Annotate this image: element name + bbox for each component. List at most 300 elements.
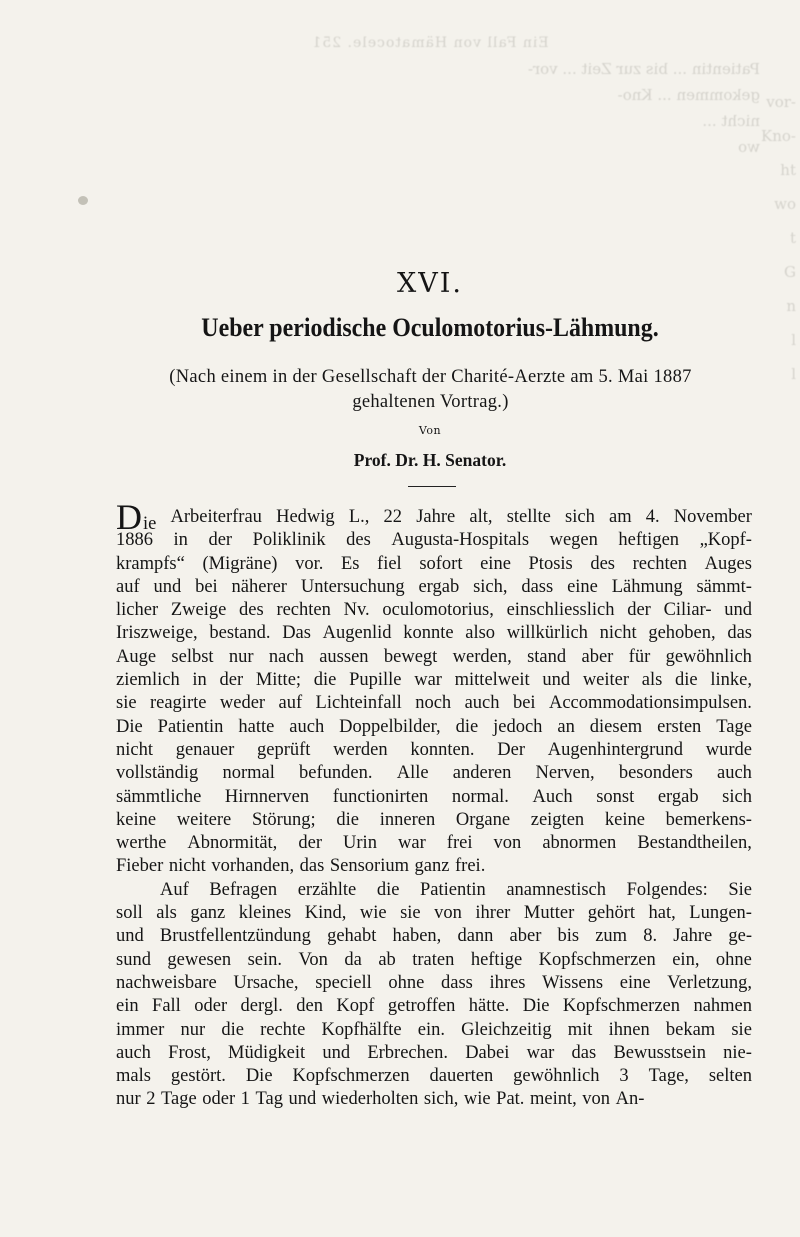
body-word: nur [116,1089,141,1110]
body-word: Befragen [209,879,278,900]
body-word: eine [567,576,598,597]
body-word: selten [708,1066,752,1087]
body-word: Fieber [116,856,164,877]
body-word: sich, [423,1089,459,1110]
body-word: von [582,1089,611,1110]
body-word: nur [180,1019,206,1040]
body-word: mit [567,1019,593,1040]
body-word: ergab [418,576,460,597]
body-word: functionirten [332,786,429,807]
body-word: aber [581,646,614,667]
body-word: inneren [379,809,436,830]
body-line [116,497,752,537]
body-word: getroffen [387,996,456,1017]
body-word: Die [245,1066,273,1087]
body-word: kleines [238,903,292,924]
body-word: gewesen [167,949,232,970]
body-word: normal [222,763,275,784]
body-word: Alle [396,763,429,784]
body-word: ziemlich [116,670,180,691]
body-line [116,599,752,622]
body-word: keine [604,809,645,830]
body-word: sich, [473,576,508,597]
body-word: Organe [455,809,511,830]
body-word: des [590,553,616,574]
body-word: Kopfschmerzen [538,949,656,970]
body-word: der [219,670,244,691]
body-word: wurde [705,739,752,760]
body-word: „Kopf- [699,530,752,551]
body-word: soll [116,903,143,924]
body-word: noch [415,693,452,714]
body-word: auch [464,693,500,714]
body-word: zeigten [530,809,585,830]
body-word: alt, [469,507,493,527]
body-word: Folgendes: [626,879,708,900]
body-line [116,949,752,972]
body-word: zum [595,926,628,947]
body-word: an [557,716,575,737]
body-word: Frost, [168,1042,211,1063]
body-word: Accommodationsimpulsen. [548,693,752,714]
body-word: Das [282,623,311,644]
body-word: nicht [168,856,206,877]
body-word: weitere [176,809,232,830]
body-word: diesem [589,716,643,737]
body-word: oder [202,1089,236,1110]
body-word: aussen [319,646,369,667]
body-word: reagirte [149,693,207,714]
body-word: die [336,809,359,830]
body-word: fiel [377,553,402,574]
body-word: weder [219,693,266,714]
body-line [116,529,752,552]
byline-prefix: Von [418,424,442,437]
body-word: der [208,530,233,551]
body-word: in [192,670,207,691]
body-word: gewöhnlich [513,1066,600,1087]
body-word: dergl. [240,996,283,1017]
body-word: Es [340,553,360,574]
body-word: wegen [549,530,598,551]
bleed-through-margin-word: ht [780,161,796,179]
body-word: ab [378,949,396,970]
body-word: von [434,903,462,924]
body-word: immer [116,1019,165,1040]
body-word: hatte [238,716,275,737]
body-word: sämmtliche [116,786,202,807]
body-word: befunden. [299,763,373,784]
body-word: konnten. [410,739,475,760]
body-word: Dabei [465,1042,510,1063]
body-word: Auf [160,879,189,900]
body-line [116,902,752,925]
body-word: sie [116,693,137,714]
body-line [116,762,752,785]
body-word: Urin [343,833,377,854]
body-word: Ursache, [233,972,299,993]
body-word: des [239,600,264,621]
body-word: hätte. [468,996,510,1017]
body-line [116,553,752,576]
body-word: sonst [596,786,635,807]
paper-speck [78,196,88,205]
body-word: der [298,833,322,854]
body-word: war [526,1042,555,1063]
body-word: sofort [419,553,463,574]
body-word: ganz [190,903,226,924]
body-word: ihres [489,972,526,993]
drop-cap: D [116,497,142,537]
body-word: und [724,600,752,621]
body-word: normal. [451,786,509,807]
body-word: Zweige [170,600,227,621]
body-word: Die [116,497,157,537]
body-word: Hedwig [276,507,335,527]
body-word: nicht [599,623,637,644]
body-word: licher [116,600,159,621]
body-word: des [346,530,371,551]
body-line [116,1019,752,1042]
body-line [116,646,752,669]
body-word: genauer [175,739,235,760]
body-word: eine [480,553,511,574]
bleed-through-text [100,30,760,160]
body-word: nach [268,646,304,667]
body-word: heftige [470,949,523,970]
body-word: als [641,670,663,691]
body-word: wie [359,903,387,924]
body-word: dass [441,972,473,993]
body-word: das [571,1042,597,1063]
body-word: Augusta-Hospitals [391,530,530,551]
body-word: Der [497,739,525,760]
subtitle-line: gehaltenen Vortrag.) [352,392,509,412]
bleed-through-line: wo [738,138,760,156]
body-word: Sensorium [329,856,409,877]
body-word: Tage, [648,1066,689,1087]
body-word: sämmt- [696,576,752,597]
body-word: bis [557,926,580,947]
body-word: heftigen [618,530,680,551]
body-word: Hirnnerven [224,786,310,807]
bleed-through-line: gekommen ... Kno- [617,86,760,104]
body-word: Jahre [416,507,456,527]
body-word: auf [278,693,303,714]
body-word: Nv. [343,600,370,621]
body-word: anderen [452,763,512,784]
body-word: Kopfschmerzen [562,996,681,1017]
body-line [116,692,752,715]
body-word: anamnestisch [506,879,606,900]
subtitle-line: (Nach einem in der Gesellschaft der Charité-Aerzte am 5. Mai 1887 [169,367,692,387]
body-word: Lungen- [689,903,752,924]
body-word: bestand. [209,623,271,644]
body-word: auch [717,763,752,784]
body-word: stand [527,646,567,667]
body-word: dass [521,576,554,597]
body-word: Arbeiterfrau [170,507,262,527]
body-word: ihrer [475,903,511,924]
body-word: aber [509,926,542,947]
body-word: ganz [414,856,450,877]
article-subtitle [118,365,743,415]
body-word: also [465,623,496,644]
body-word: oculomotorius, [382,600,494,621]
body-line [116,879,752,902]
body-word: der [627,600,651,621]
body-word: auch [116,1042,151,1063]
body-word: Patientin [157,716,224,737]
body-word: gehabt [327,926,377,947]
body-word: einschliesslich [506,600,615,621]
body-word: Jahre [673,926,713,947]
bleed-through-line: Patientin ... bis zur Zeit ... vor- [527,60,760,78]
body-word: Kopfschmerzen [292,1066,410,1087]
body-word: ihnen [608,1019,650,1040]
body-word: nachweisbare [116,972,217,993]
body-word: hat, [648,903,676,924]
body-word: und [322,1042,351,1063]
body-word: linke, [710,670,752,691]
body-word: haben, [392,926,442,947]
body-word: am [609,507,632,527]
body-word: Gleichzeitig [461,1019,552,1040]
body-word: ohne [715,949,752,970]
body-word: (Migräne) [202,553,278,574]
bleed-through-margin [746,85,796,391]
body-word: nahmen [693,996,752,1017]
body-word: auf [116,576,140,597]
body-word: und [542,670,571,691]
body-word: Brustfellentzündung [159,926,311,947]
body-line [116,855,752,878]
body-word: Tag [255,1089,283,1110]
bleed-through-margin-word: l [791,365,796,383]
body-word: geprüft [256,739,311,760]
body-word: da [344,949,362,970]
body-word: frei. [455,856,486,877]
body-word: Wissens [542,972,604,993]
body-word: ein [116,996,139,1017]
body-word: Fall [152,996,181,1017]
body-word: nur [228,646,254,667]
body-word: sund [116,949,151,970]
body-line [116,669,752,692]
body-word: das [299,856,325,877]
body-word: ersten [657,716,702,737]
body-word: frei [446,833,473,854]
body-word: willkürlich [506,623,588,644]
body-word: Augenlid [322,623,392,644]
body-word: gestört. [170,1066,226,1087]
body-word: besonders [618,763,693,784]
body-word: war [414,670,442,691]
body-word: für [628,646,651,667]
body-word: gehoben, [648,623,716,644]
body-word: Verletzung, [667,972,752,993]
body-word: Untersuchung [300,576,405,597]
body-word: Die [522,996,550,1017]
body-word: keine [116,809,157,830]
body-word: und [153,576,182,597]
body-word: dann [457,926,494,947]
body-word: sie [400,903,421,924]
body-word: November [673,507,752,527]
body-word: Tage [716,716,752,737]
body-word: 1886 [116,530,153,551]
body-word: ergab [657,786,699,807]
body-word: werthe [116,833,167,854]
body-word: sie [731,1019,752,1040]
body-word: die [675,670,698,691]
body-word: speciell [315,972,372,993]
body-word: nie- [723,1042,752,1063]
body-word: selbst [171,646,214,667]
body-word: in [173,530,188,551]
body-word: dauerten [429,1066,494,1087]
body-word: Mutter [523,903,575,924]
body-word: rechte [260,1019,306,1040]
body-text [116,497,752,1112]
body-word: Kopfhälfte [321,1019,402,1040]
body-line [116,809,752,832]
body-line [116,832,752,855]
body-word: die [455,716,479,737]
bleed-through-header: Ein Fall von Hämatocele. 251 [311,35,549,51]
body-word: vorhanden, [211,856,295,877]
body-word: das [727,623,752,644]
body-word: wie [463,1089,491,1110]
body-word: An- [615,1089,645,1110]
bleed-through-margin-word: wo [774,195,796,213]
body-word: die [313,670,337,691]
body-word: 1 [240,1089,250,1110]
body-word: die [221,1019,244,1040]
body-word: Müdigkeit [228,1042,306,1063]
chapter-number: XVI. [397,268,463,299]
body-word: als [156,903,177,924]
body-word: Nerven, [535,763,595,784]
body-word: abnormen [542,833,617,854]
body-word: krampfs“ [116,553,185,574]
body-word: den [296,996,323,1017]
body-word: wiederholten [321,1089,419,1110]
body-word: rechten [276,600,331,621]
bleed-through-margin-word: G [784,263,796,281]
body-word: konnte [403,623,454,644]
body-line [116,1042,752,1065]
body-word: bewegt [383,646,438,667]
bleed-through-margin-word: vor- [766,93,796,111]
body-word: 8. [643,926,658,947]
body-word: Bestandtheilen, [637,833,752,854]
body-word: vor. [295,553,324,574]
body-word: Lähmung [611,576,683,597]
author-name: Prof. Dr. H. Senator. [353,450,507,470]
body-word: 22 [383,507,403,527]
body-word: Mitte; [255,670,302,691]
body-word: Auge [116,646,157,667]
article-title: Ueber periodische Oculomotorius-Lähmung. [201,313,659,342]
body-word: von [493,833,522,854]
body-word: traten [412,949,455,970]
body-word: 4. [645,507,660,527]
body-word: ge- [728,926,752,947]
body-word: Doppelbilder, [339,716,441,737]
body-word: erzählte [297,879,357,900]
body-word: eine [619,972,651,993]
body-word: 3 [619,1066,629,1087]
body-line [116,1065,752,1088]
body-word: gewöhnlich [665,646,752,667]
body-word: Kind, [304,903,347,924]
body-word: sich [565,507,595,527]
body-line [116,739,752,762]
body-word: werden [333,739,388,760]
bleed-through-margin-word: l [791,331,796,349]
body-line [116,576,752,599]
body-word: sein. [247,949,282,970]
body-word: Lichteinfall [315,693,402,714]
body-word: stellte [506,507,551,527]
body-word: Störung; [251,809,316,830]
bleed-through-margin-word: n [786,297,796,315]
body-word: oder [194,996,228,1017]
body-word: bei [195,576,218,597]
body-word: Von [298,949,328,970]
bleed-through-margin-word: Kno- [761,127,796,145]
body-word: Poliklinik [252,530,326,551]
body-word: Ciliar- [663,600,712,621]
bleed-through-margin-word: t [789,229,796,247]
body-word: rechten [632,553,688,574]
body-word: meint, [529,1089,577,1110]
body-word: mals [116,1066,151,1087]
body-word: bekam [665,1019,716,1040]
body-word: Erbrechen. [367,1042,448,1063]
body-line [116,622,752,645]
body-word: L., [348,507,370,527]
body-word: bemerkens- [665,809,752,830]
body-word: werden, [452,646,512,667]
body-word: und [288,1089,317,1110]
body-word: Pat. [496,1089,525,1110]
body-word: jedoch [493,716,543,737]
body-word: die [376,879,400,900]
body-word: auch [289,716,325,737]
bleed-through-line: nicht ... [702,112,760,130]
body-word: Ptosis [528,553,573,574]
body-word: gehört [587,903,636,924]
body-word: 2 [146,1089,156,1110]
body-word: Bewusstsein [613,1042,706,1063]
body-word: näherer [231,576,287,597]
body-line [116,1088,752,1111]
body-word: sich [722,786,752,807]
body-line [116,995,752,1018]
body-word: ein. [417,1019,445,1040]
body-word: Augenhintergrund [547,739,684,760]
body-line [116,716,752,739]
body-word: weiter [582,670,630,691]
body-word: Auch [532,786,573,807]
body-word: Patientin [419,879,486,900]
body-word: Abnormität, [187,833,278,854]
body-line [116,925,752,948]
body-word: war [398,833,426,854]
body-word: Pupille [349,670,402,691]
